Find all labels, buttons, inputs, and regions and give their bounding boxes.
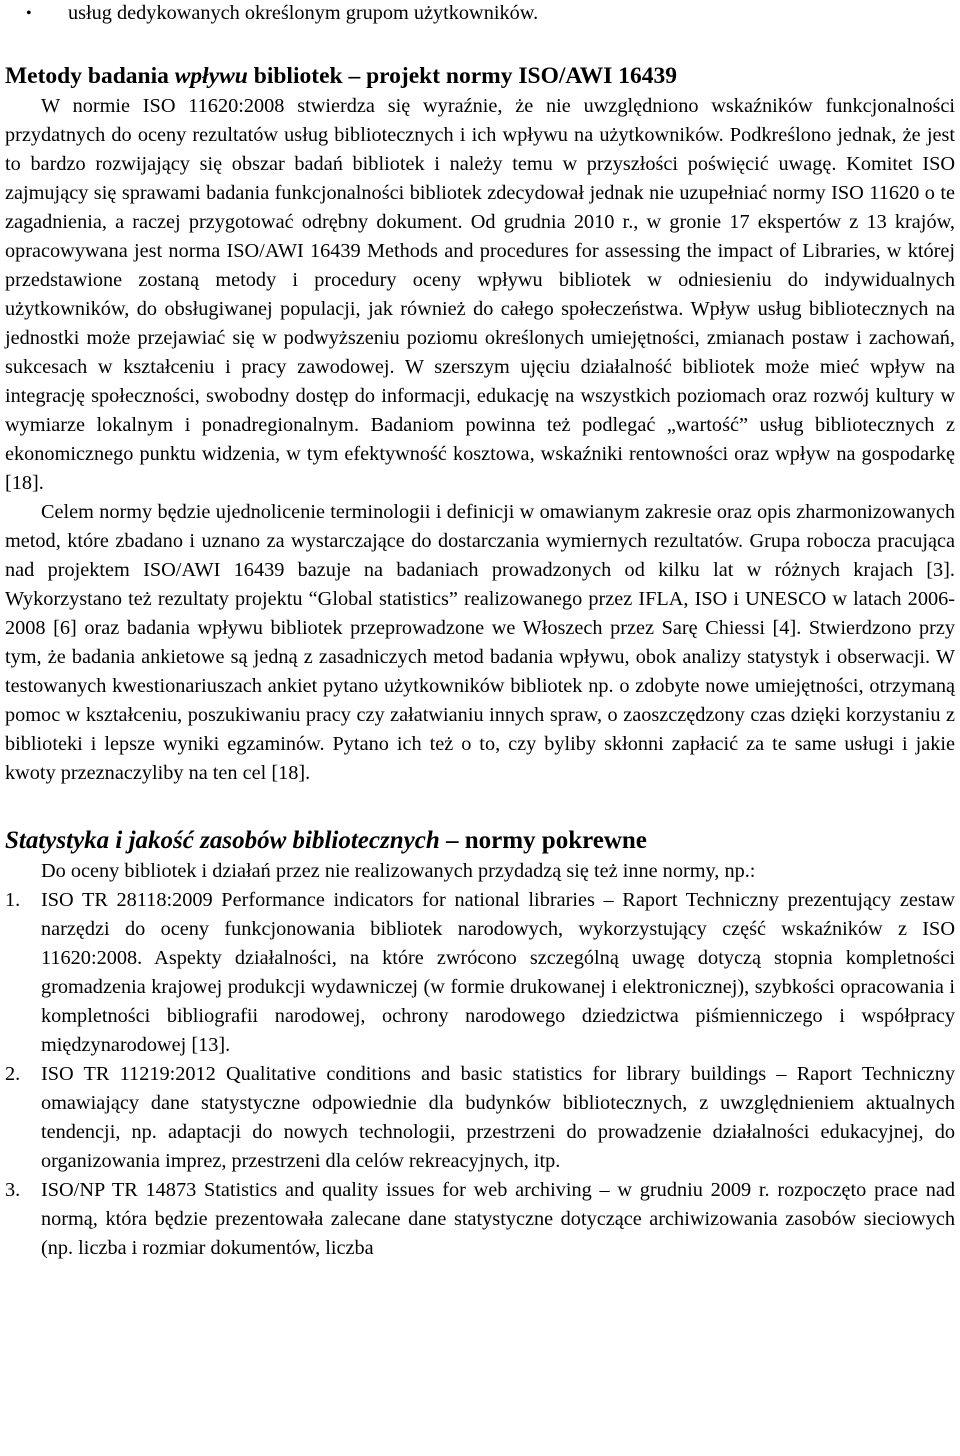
numbered-list [5, 886, 955, 1263]
bullet-text: usług dedykowanych określonym grupom użytkowników. [68, 2, 539, 24]
paragraph: W normie ISO 11620:2008 stwierdza się wyraźnie, że nie uwzględniono wskaźników funkcjonalności przydatnych do oceny rezultatów usług bibliotecznych i ich wpływu na użytkowników. Podkreślono jednak, że jest to bardzo rozwijający się obszar badań bibliotek i należy temu w przyszłości poświęcić uwagę. Komitet ISO zajmujący się sprawami badania funkcjonalności bibliotek zdecydował jednak nie uzupełniać normy ISO 11620 o te zagadnienia, a raczej przygotować odrębny dokument. Od grudnia 2010 r., w gronie 17 ekspertów z 13 krajów, opracowywana jest norma ISO/AWI 16439 Methods and procedures for assessing the impact of Libraries, w której przedstawione zostaną metody i procedury oceny wpływu bibliotek w odniesieniu do indywidualnych użytkowników, do obsługiwanej populacji, jak również do całego społeczeństwa. Wpływ usług bibliotecznych na jednostki może przejawiać się w podwyższeniu poziomu określonych umiejętności, zmianach postaw i zachowań, sukcesach w kształceniu i pracy zawodowej. W szerszym ujęciu działalność bibliotek może mieć wpływ na integrację społeczności, swobodny dostęp do informacji, edukację na wszystkich poziomach oraz rozwój kultury w wymiarze lokalnym i ponadregionalnym. Badaniom powinna też podlegać „wartość” usług bibliotecznych z ekonomicznego punktu widzenia, w tym efektywność kosztowa, wskaźniki rentowności oraz wpływ na gospodarkę [18]. [5, 95, 955, 494]
list-item-text: ISO TR 11219:2012 Qualitative conditions and basic statistics for library buildings – Raport Techniczny omawiający dane statystyczne odpowiednie dla budynków bibliotecznych, z uwzględnieniem aktualnych tendencji, np. adaptacji do nowych technologii, przestrzeni do prowadzenie działalności edukacyjnej, do organizowania imprez, przestrzeni dla celów rekreacyjnych, itp. [41, 1063, 955, 1172]
list-item [5, 1176, 955, 1263]
list-item [5, 886, 955, 1060]
bullet-item [5, 0, 955, 28]
bullet-dot-icon: • [26, 5, 32, 22]
list-number: 1. [5, 889, 21, 911]
list-item-text: ISO/NP TR 14873 Statistics and quality issues for web archiving – w grudniu 2009 r. rozpoczęto prace nad normą, która będzie prezentowała zalecane dane statystyczne dotyczące archiwizowania zasobów sieciowych (np. liczba i rozmiar dokumentów, liczba [41, 1179, 955, 1259]
section-lead: Do oceny bibliotek i działań przez nie realizowanych przydadzą się też inne normy, np.: [41, 860, 756, 882]
list-number: 2. [5, 1063, 21, 1085]
section-heading-impact-methods [5, 61, 955, 92]
heading-part: bibliotek – projekt normy ISO/AWI 16439 [247, 63, 678, 89]
heading-part: – normy pokrewne [439, 827, 647, 854]
paragraph: Celem normy będzie ujednolicenie terminologii i definicji w omawianym zakresie oraz opis zharmonizowanych metod, które zbadano i uznano za wystarczające do dostarczania wymiernych rezultatów. Grupa robocza pracująca nad projektem ISO/AWI 16439 bazuje na badaniach prowadzonych od kilku lat w różnych krajach [3]. Wykorzystano też rezultaty projektu “Global statistics” realizowanego przez IFLA, ISO i UNESCO w latach 2006-2008 [6] oraz badania wpływu bibliotek przeprowadzone we Włoszech przez Sarę Chiessi [4]. Stwierdzono przy tym, że badania ankietowe są jedną z zasadniczych metod badania wpływu, obok analizy statystyk i obserwacji. W testowanych kwestionariuszach ankiet pytano użytkowników bibliotek np. o zdobyte nowe umiejętności, otrzymaną pomoc w kształceniu, poszukiwaniu pracy czy załatwianiu innych spraw, o zaoszczędzony czas dzięki korzystaniu z biblioteki i lepsze wyniki egzaminów. Pytano ich też o to, czy byliby skłonni zapłacić za te same usługi i jakie kwoty przeznaczyliby na ten cel [18]. [5, 501, 955, 784]
section-heading-statistics [5, 826, 955, 855]
heading-italic-part: Statystyka i jakość zasobów bibliotecznych [5, 827, 440, 854]
list-number: 3. [5, 1179, 21, 1201]
list-item [5, 1060, 955, 1176]
heading-italic-part: wpływu [174, 63, 248, 89]
heading-part: Metody badania [5, 63, 175, 89]
list-item-text: ISO TR 28118:2009 Performance indicators for national libraries – Raport Techniczny prezentujący zestaw narzędzi do oceny funkcjonowania bibliotek narodowych, wykorzystujący część wskaźników z ISO 11620:2008. Aspekty działalności, na które zwrócono szczególną uwagę dotyczą stopnia kompletności gromadzenia krajowej produkcji wydawniczej (w formie drukowanej i elektronicznej), szybkości opracowania i kompletności bibliografii narodowej, ochrony narodowego dziedzictwa piśmienniczego i współpracy międzynarodowej [13]. [41, 889, 955, 1056]
